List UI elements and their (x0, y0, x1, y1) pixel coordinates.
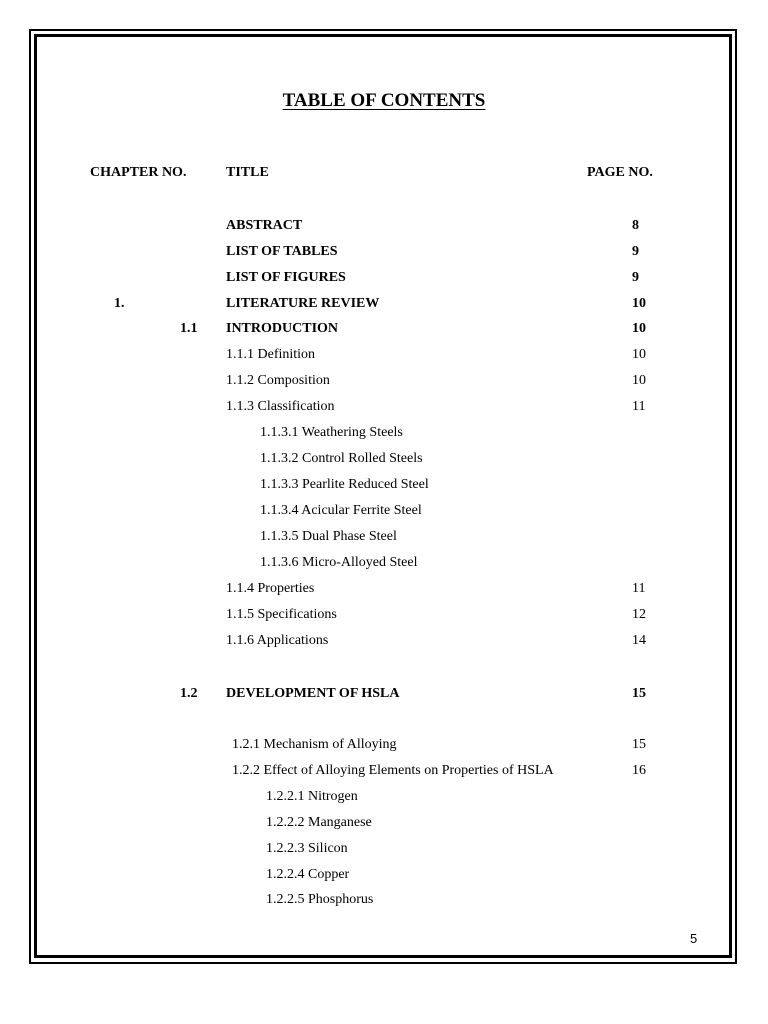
toc-row (0, 216, 768, 236)
page-number: 5 (690, 931, 698, 946)
toc-row (0, 684, 768, 704)
toc-entry-title: 1.2.2.2 Manganese (266, 815, 372, 830)
column-header-page: PAGE NO. (587, 165, 653, 180)
toc-entry-title: 1.1.3.6 Micro-Alloyed Steel (260, 555, 418, 570)
toc-chapter-number: 1. (114, 296, 125, 311)
toc-entry-title: 1.1.5 Specifications (226, 607, 337, 622)
toc-page-number: 12 (632, 607, 646, 622)
toc-entry-title: 1.1.3.5 Dual Phase Steel (260, 529, 397, 544)
toc-page-number: 8 (632, 218, 639, 233)
column-header-chapter: CHAPTER NO. (90, 165, 187, 180)
toc-row (0, 890, 768, 910)
toc-row (0, 475, 768, 495)
toc-entry-title: 1.1.1 Definition (226, 347, 316, 362)
toc-entry-title: INTRODUCTION (226, 321, 339, 336)
toc-row (0, 761, 768, 781)
toc-page-number: 9 (632, 244, 639, 259)
toc-row (0, 839, 768, 859)
toc-row (0, 787, 768, 807)
toc-entry-title: LITERATURE REVIEW (226, 296, 380, 311)
toc-page-number: 10 (632, 347, 646, 362)
toc-row (0, 527, 768, 547)
toc-page-number: 15 (632, 686, 646, 701)
toc-entry-title: 1.1.4 Properties (226, 581, 315, 596)
toc-page-number: 11 (632, 581, 646, 596)
toc-entry-title: 1.1.3 Classification (226, 399, 335, 414)
toc-row (0, 423, 768, 443)
toc-row (0, 449, 768, 469)
toc-row (0, 865, 768, 885)
toc-page-number: 10 (632, 321, 646, 336)
toc-entry-title: 1.1.2 Composition (226, 373, 330, 388)
toc-entry-title: 1.1.3.1 Weathering Steels (260, 425, 403, 440)
toc-row (0, 813, 768, 833)
toc-entry-title: LIST OF TABLES (226, 244, 338, 259)
toc-row (0, 294, 768, 314)
toc-row (0, 631, 768, 651)
toc-entry-title: DEVELOPMENT OF HSLA (226, 686, 400, 701)
toc-page-number: 16 (632, 763, 646, 778)
toc-entry-title: 1.2.2 Effect of Alloying Elements on Properties of HSLA (232, 763, 554, 778)
toc-entry-title: 1.2.2.1 Nitrogen (266, 789, 358, 804)
toc-chapter-number: 1.2 (180, 686, 198, 701)
toc-entry-title: 1.2.2.4 Copper (266, 867, 350, 882)
toc-row (0, 345, 768, 365)
toc-row (0, 371, 768, 391)
toc-row (0, 319, 768, 339)
toc-chapter-number: 1.1 (180, 321, 198, 336)
toc-row (0, 605, 768, 625)
toc-row (0, 735, 768, 755)
toc-row (0, 268, 768, 288)
toc-page-number: 9 (632, 270, 639, 285)
toc-entry-title: ABSTRACT (226, 218, 303, 233)
toc-entry-title: 1.2.1 Mechanism of Alloying (232, 737, 397, 752)
toc-row (0, 553, 768, 573)
toc-row (0, 242, 768, 262)
toc-heading-text: TABLE OF CONTENTS (282, 90, 486, 111)
toc-page-number: 14 (632, 633, 646, 648)
toc-row (0, 397, 768, 417)
toc-row (0, 579, 768, 599)
toc-page-number: 10 (632, 296, 646, 311)
toc-entry-title: 1.2.2.3 Silicon (266, 841, 348, 856)
toc-row (0, 501, 768, 521)
toc-page-number: 15 (632, 737, 646, 752)
toc-entry-title: 1.1.6 Applications (226, 633, 329, 648)
toc-page-number: 11 (632, 399, 646, 414)
toc-entry-title: LIST OF FIGURES (226, 270, 346, 285)
toc-entry-title: 1.1.3.3 Pearlite Reduced Steel (260, 477, 429, 492)
toc-entry-title: 1.2.2.5 Phosphorus (266, 892, 374, 907)
toc-page-number: 10 (632, 373, 646, 388)
toc-entry-title: 1.1.3.2 Control Rolled Steels (260, 451, 423, 466)
toc-entry-title: 1.1.3.4 Acicular Ferrite Steel (260, 503, 422, 518)
column-header-title: TITLE (226, 165, 269, 180)
